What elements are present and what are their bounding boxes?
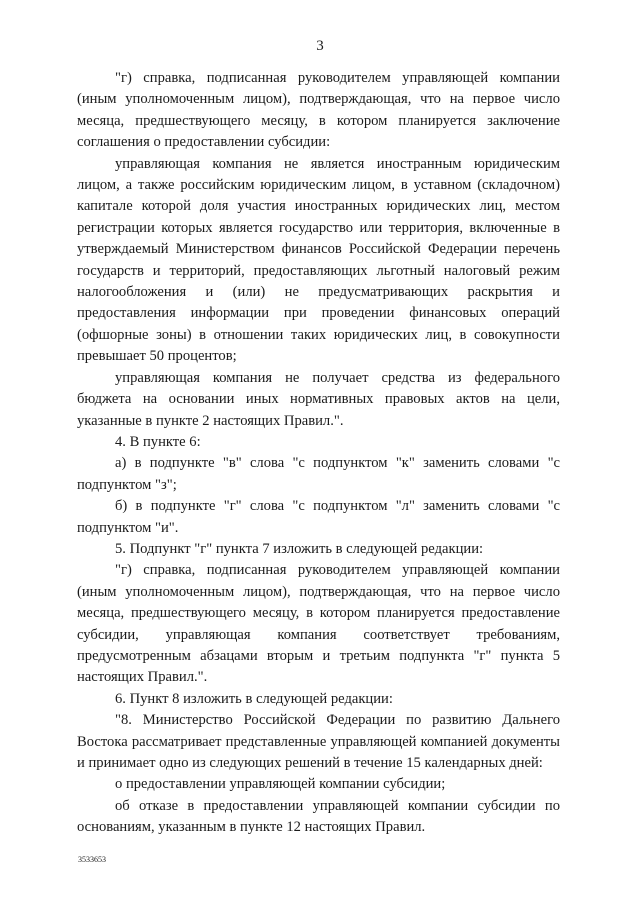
- paragraph: управляющая компания не является иностранным юридическим лицом, а также российским юридическим лицом, в уставном (складочном) капитале которой доля участия иностранных юридических лиц, местом регистрации которых является государство или территория, включенные в утверждаемый Министерством финансов Российской Федерации перечень государств и территорий, предоставляющих льготный налоговый режим налогообложения и (или) не предусматривающих раскрытия и предоставления информации при проведении финансовых операций (офшорные зоны) в отношении таких юридических лиц, в совокупности превышает 50 процентов;: [77, 155, 560, 365]
- paragraph: а) в подпункте "в" слова "с подпунктом "к" заменить словами "с подпунктом "з";: [77, 455, 560, 493]
- paragraph: 6. Пункт 8 изложить в следующей редакции:: [115, 690, 393, 707]
- paragraph: 5. Подпункт "г" пункта 7 изложить в следующей редакции:: [115, 540, 484, 557]
- paragraph: "8. Министерство Российской Федерации по развитию Дальнего Востока рассматривает представленные управляющей компанией документы и принимает одно из следующих решений в течение 15 календарных дней:: [77, 712, 560, 771]
- document-code: 3533653: [78, 855, 106, 864]
- paragraph: об отказе в предоставлении управляющей компании субсидии по основаниям, указанным в пункте 12 настоящих Правил.: [77, 797, 560, 836]
- paragraph: управляющая компания не получает средства из федерального бюджета на основании иных нормативных правовых актов на цели, указанные в пункте 2 настоящих Правил.".: [77, 369, 560, 429]
- paragraph: б) в подпункте "г" слова "с подпунктом "л" заменить словами "с подпунктом "и".: [77, 498, 560, 536]
- page-number: 3: [316, 38, 324, 54]
- paragraph: "г) справка, подписанная руководителем управляющей компании (иным уполномоченным лицом), подтверждающая, что на первое число месяца, предшествующего месяцу, в котором планируется заключение соглашения о предоставлении субсидии:: [77, 70, 560, 151]
- paragraph: о предоставлении управляющей компании субсидии;: [115, 776, 446, 793]
- document-body: [77, 68, 560, 839]
- paragraph: "г) справка, подписанная руководителем управляющей компании (иным уполномоченным лицом), подтверждающая, что на первое число месяца, предшествующего месяцу, в котором планируется предоставление субсидии, управляющая компания соответствует требованиям, предусмотренным абзацами вторым и третьим подпункта "г" пункта 5 настоящих Правил.".: [77, 562, 560, 686]
- paragraph: 4. В пункте 6:: [115, 433, 201, 450]
